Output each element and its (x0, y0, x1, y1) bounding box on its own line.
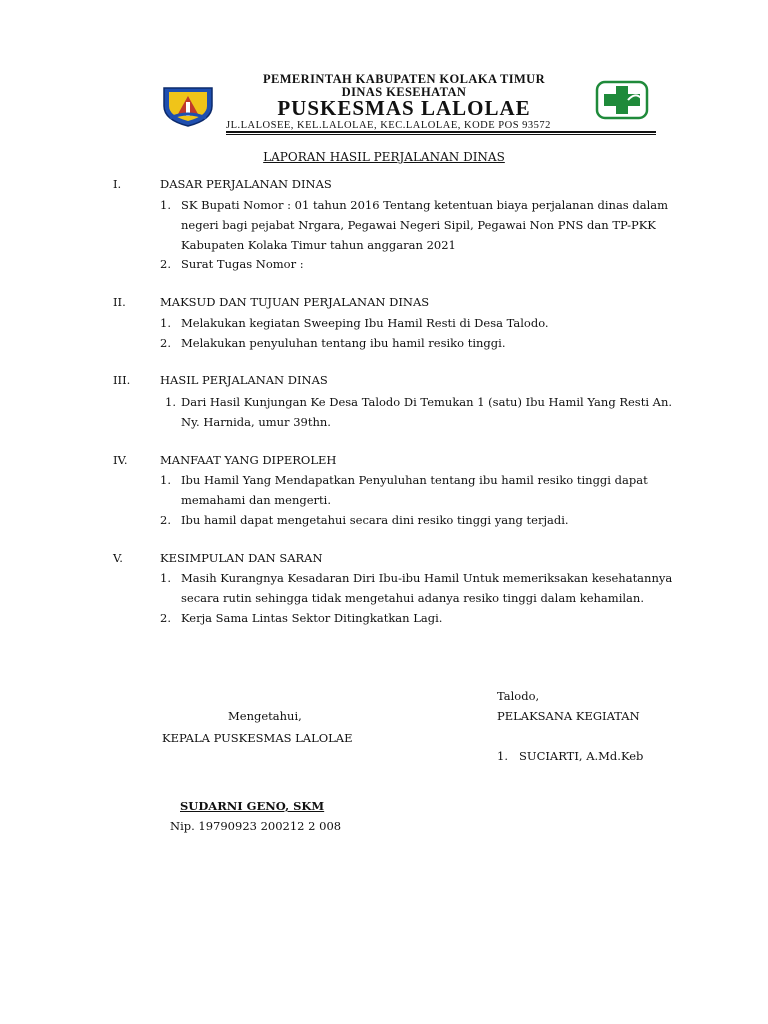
section-1-item-1-line-1: SK Bupati Nomor : 01 tahun 2016 Tentang ketentuan biaya perjalanan dinas dalam (181, 198, 669, 212)
section-3-item-1-line-2: Ny. Harnida, umur 39thn. (181, 415, 331, 429)
section-5-heading: KESIMPULAN DAN SARAN (160, 551, 323, 565)
section-1-item-2-number: 2. (160, 257, 171, 271)
letterhead-government: PEMERINTAH KABUPATEN KOLAKA TIMUR (262, 72, 546, 86)
signature-right-name: SUCIARTI, A.Md.Keb (519, 749, 644, 763)
section-4-item-1-line-2: memahami dan mengerti. (181, 493, 331, 507)
section-2-item-1-number: 1. (160, 316, 171, 330)
signature-left-name: SUDARNI GENO, SKM (180, 799, 325, 813)
section-1-item-1-line-3: Kabupaten Kolaka Timur tahun anggaran 2021 (181, 238, 456, 252)
puskesmas-cross-logo-icon (595, 80, 649, 120)
signature-left-title: KEPALA PUSKESMAS LALOLAE (162, 731, 353, 745)
section-3-item-1-number: 1. (165, 395, 176, 409)
signature-place: Talodo, (497, 689, 540, 703)
section-5-number: V. (113, 551, 123, 565)
section-1-item-2-line-1: Surat Tugas Nomor : (181, 257, 304, 271)
section-4-item-2-line-1: Ibu hamil dapat mengetahui secara dini resiko tinggi yang terjadi. (181, 513, 569, 527)
section-5-item-1-line-2: secara rutin sehingga tidak mengetahui adanya resiko tinggi dalam kehamilan. (181, 591, 644, 605)
letterhead-rule (226, 131, 656, 133)
section-4-heading: MANFAAT YANG DIPEROLEH (160, 453, 337, 467)
section-3-item-1-line-1: Dari Hasil Kunjungan Ke Desa Talodo Di Temukan 1 (satu) Ibu Hamil Yang Resti An. (181, 395, 673, 409)
letterhead-address: JL.LALOSEE, KEL.LALOLAE, KEC.LALOLAE, KODE POS 93572 (226, 120, 551, 131)
section-2-item-2-number: 2. (160, 336, 171, 350)
section-5-item-1-line-1: Masih Kurangnya Kesadaran Diri Ibu-ibu Hamil Untuk memeriksakan kesehatannya (181, 571, 673, 585)
section-1-heading: DASAR PERJALANAN DINAS (160, 177, 332, 191)
letterhead-department: DINAS KESEHATAN (341, 85, 467, 99)
signature-right-title: PELAKSANA KEGIATAN (497, 709, 640, 723)
section-2-number: II. (113, 295, 126, 309)
signature-left-label: Mengetahui, (228, 709, 302, 723)
section-4-item-1-line-1: Ibu Hamil Yang Mendapatkan Penyuluhan tentang ibu hamil resiko tinggi dapat (181, 473, 648, 487)
section-2-item-2-line-1: Melakukan penyuluhan tentang ibu hamil resiko tinggi. (181, 336, 506, 350)
section-1-item-1-line-2: negeri bagi pejabat Nrgara, Pegawai Negeri Sipil, Pegawai Non PNS dan TP-PKK (181, 218, 656, 232)
signature-left-nip: Nip. 19790923 200212 2 008 (170, 819, 342, 833)
section-5-item-2-number: 2. (160, 611, 171, 625)
section-5-item-1-number: 1. (160, 571, 171, 585)
document-title: LAPORAN HASIL PERJALANAN DINAS (263, 150, 505, 164)
section-4-item-2-number: 2. (160, 513, 171, 527)
section-1-item-1-number: 1. (160, 198, 171, 212)
section-5-item-2-line-1: Kerja Sama Lintas Sektor Ditingkatkan Lagi. (181, 611, 443, 625)
section-4-number: IV. (113, 453, 128, 467)
section-1-number: I. (113, 177, 122, 191)
section-2-heading: MAKSUD DAN TUJUAN PERJALANAN DINAS (160, 295, 430, 309)
section-3-heading: HASIL PERJALANAN DINAS (160, 373, 328, 387)
signature-right-number: 1. (497, 749, 508, 763)
section-3-number: III. (113, 373, 131, 387)
letterhead (0, 0, 768, 140)
letterhead-title: PUSKESMAS LALOLAE (277, 96, 531, 120)
letterhead-rule-thin (226, 134, 656, 135)
section-4-item-1-number: 1. (160, 473, 171, 487)
section-2-item-1-line-1: Melakukan kegiatan Sweeping Ibu Hamil Resti di Desa Talodo. (181, 316, 549, 330)
